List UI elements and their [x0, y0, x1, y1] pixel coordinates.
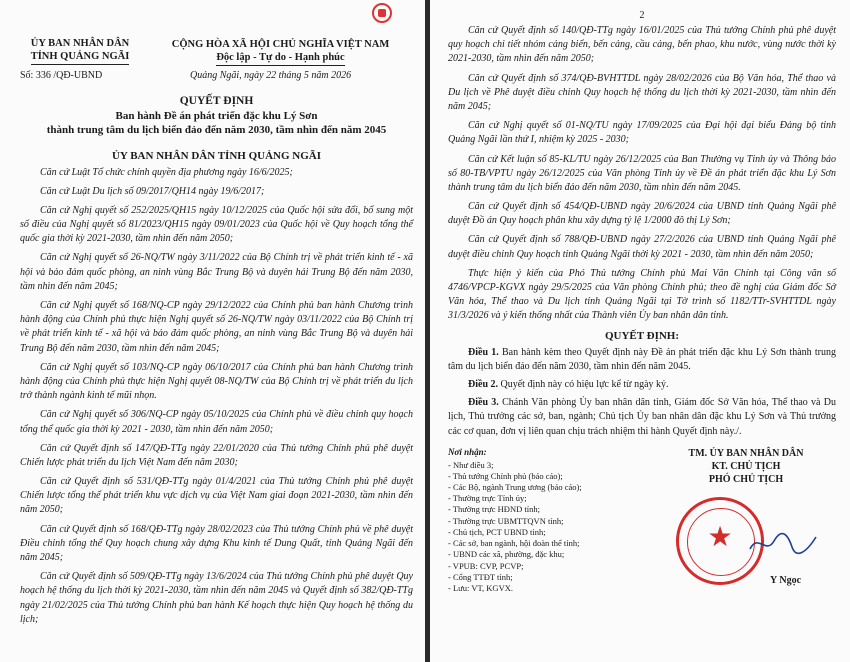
title-line-1: Ban hành Đề án phát triển đặc khu Lý Sơn [115, 109, 318, 122]
legal-basis-paragraph: Căn cứ Nghị quyết số 168/NQ-CP ngày 29/12/2022 của Chính phủ ban hành Chương trình hành động của Chính phủ thực hiện Nghị quyết số 26-NQ/TW ngày 03/11/2022 của Bộ Chính trị về phát triển kinh tế - xã hội và bảo đảm quốc phòng, an ninh vùng Bắc Trung Bộ và duyên hải Trung Bộ đến năm 2030, tầm nhìn đến năm 2045; [20, 300, 413, 354]
article-label: Điều 2. [468, 378, 498, 390]
agency-name: ỦY BAN NHÂN DÂN [30, 38, 130, 49]
articles-list [448, 346, 836, 439]
article-text: Quyết định này có hiệu lực kể từ ngày ký. [498, 378, 669, 390]
legal-basis-paragraph: Căn cứ Nghị quyết số 252/2025/QH15 ngày 10/12/2025 của Quốc hội sửa đổi, bổ sung một số điều của Nghị quyết số 81/2023/QH15 ngày 09/01/2023 của Quốc hội về Quy hoạch tổng thể quốc gia thời kỳ 2021-2030, tầm nhìn đến năm 2050; [20, 204, 413, 245]
title-line-2: thành trung tâm du lịch biển đảo đến năm 2030, tầm nhìn đến năm 2045 [46, 124, 387, 137]
sign-deputy-for: KT. CHỦ TỊCH [711, 460, 781, 472]
legal-basis-paragraph: Căn cứ Nghị quyết số 26-NQ/TW ngày 3/11/2022 của Bộ Chính trị về phát triển kinh tế - xã hội và bảo đảm quốc phòng, an ninh vùng Bắc Trung Bộ và duyên hải Trung Bộ đến năm 2030, tầm nhìn đến năm 2045; [20, 252, 413, 292]
recipient-item: - Thủ tướng Chính phủ (báo cáo); [448, 470, 563, 481]
issuing-agency [20, 38, 140, 65]
signature-block [656, 447, 836, 486]
stamp-star-icon: ★ [707, 521, 733, 553]
recipients-block [448, 447, 633, 595]
authority-heading: ỦY BAN NHÂN DÂN TỈNH QUẢNG NGÃI [111, 149, 321, 162]
article-text: Ban hành kèm theo Quyết định này Đề án phát triển đặc khu Lý Sơn thành trung tâm du lịch biển đảo đến năm 2030, tầm nhìn đến năm 2045. [448, 346, 837, 372]
seal-emblem-icon [372, 3, 392, 23]
recipient-item: - Lưu: VT, KGVX. [448, 582, 513, 593]
legal-basis-paragraph: Căn cứ Kết luận số 85-KL/TU ngày 26/12/2025 của Ban Thường vụ Tỉnh ủy và Thông báo số 80-TB/VPTU ngày 26/12/2025 của Văn phòng Tỉnh ủy về Đề án phát triển đặc khu Lý Sơn thành trung tâm du lịch biển đảo đến năm 2030, tầm nhìn đến năm 2045. [448, 153, 836, 193]
recipient-item: - Thường trực Tỉnh ủy; [448, 493, 527, 504]
legal-basis-paragraph: Căn cứ Nghị quyết số 306/NQ-CP ngày 05/10/2025 của Chính phủ về điều chỉnh quy hoạch tổng thể quốc gia thời kỳ 2021 - 2030, tầm nhìn đến năm 2050; [20, 409, 413, 435]
document-number: Số: 336 /QĐ-UBND [20, 70, 103, 81]
article-label: Điều 1. [468, 346, 499, 358]
signer-position: PHÓ CHỦ TỊCH [708, 473, 784, 485]
legal-basis-paragraph: Căn cứ Quyết định số 168/QĐ-TTg ngày 28/02/2023 của Thủ tướng Chính phủ về phê duyệt Điều chỉnh tổng thể Quy hoạch chung xây dựng Khu kinh tế Dung Quất, tỉnh Quảng Ngãi đến năm 2045; [20, 523, 413, 564]
legal-basis-paragraph: Căn cứ Quyết định số 788/QĐ-UBND ngày 27/2/2026 của UBND tỉnh Quảng Ngãi phê duyệt điều chỉnh Quy hoạch tỉnh Quảng Ngãi thời kỳ 2021 - 2030, tầm nhìn đến năm 2050; [448, 234, 836, 260]
page-number: 2 [639, 10, 645, 21]
recipient-item: - Thường trực HĐND tỉnh; [448, 504, 540, 515]
legal-basis-paragraph: Căn cứ Luật Tổ chức chính quyền địa phương ngày 16/6/2025; [40, 166, 293, 178]
place-date: Quảng Ngãi, ngày 22 tháng 5 năm 2026 [190, 70, 352, 81]
national-motto: Độc lập - Tự do - Hạnh phúc [216, 51, 344, 66]
legal-basis-paragraph: Căn cứ Quyết định số 374/QĐ-BVHTTDL ngày 28/02/2026 của Bộ Văn hóa, Thể thao và Du lịch về Phê duyệt điều chỉnh Quy hoạch hệ thống du lịch thời kỳ 2021-2030, tầm nhìn đến năm 2045; [448, 72, 836, 112]
legal-basis-paragraph: Căn cứ Luật Du lịch số 09/2017/QH14 ngày 19/6/2017; [40, 185, 265, 197]
legal-basis-list-continued [448, 24, 836, 324]
legal-basis-paragraph: Căn cứ Quyết định số 140/QĐ-TTg ngày 16/01/2025 của Thủ tướng Chính phủ phê duyệt quy hoạch chi tiết nhóm cảng biển, bến cảng, cầu cảng, bến phao, khu nước, vùng nước thời kỳ 2021-2030, tầm nhìn đến năm 2050; [448, 25, 836, 65]
article-label: Điều 3. [468, 397, 499, 409]
legal-basis-list [20, 166, 413, 627]
national-title [148, 38, 413, 66]
legal-basis-paragraph: Căn cứ Quyết định số 454/QĐ-UBND ngày 20/6/2024 của UBND tỉnh Quảng Ngãi phê duyệt Đồ án Quy hoạch phân khu xây dựng tỷ lệ 1/2000 đô thị Lý Sơn; [448, 201, 836, 227]
signer-name: Y Ngọc [770, 574, 802, 586]
article-3 [448, 396, 836, 439]
nation-name: CỘNG HÒA XÃ HỘI CHỦ NGHĨA VIỆT NAM [171, 39, 390, 50]
recipient-item: - VPUB: CVP, PCVP; [448, 560, 524, 571]
recipient-item: - Chủ tịch, PCT UBND tỉnh; [448, 526, 546, 537]
decision-title [20, 94, 413, 138]
recipient-item: - Thường trực UBMTTQVN tỉnh; [448, 515, 564, 526]
recipient-item: - Như điều 3; [448, 459, 494, 470]
legal-basis-paragraph: Căn cứ Quyết định số 509/QĐ-TTg ngày 13/6/2024 của Thủ tướng Chính phủ phê duyệt Quy hoạch hệ thống du lịch thời kỳ 2021-2030, tầm nhìn đến năm 2045 và Quyết định số 382/QĐ-TTg ngày 21/02/2025 của Thủ tướng Chính phủ ban hành Kế hoạch thực hiện Quy hoạch hệ thống du lịch; [20, 571, 413, 625]
article-text: Chánh Văn phòng Ủy ban nhân dân tỉnh, Giám đốc Sở Văn hóa, Thể thao và Du lịch, Thủ trưởng các sở, ban, ngành; Chủ tịch Ủy ban nhân dân đặc khu Lý Sơn và Thủ trưởng các cơ quan, đơn vị liên quan chịu trách nhiệm thi hành Quyết định này./. [448, 397, 836, 437]
agency-province: TỈNH QUẢNG NGÃI [31, 51, 130, 66]
document-page-2 [430, 0, 850, 662]
recipient-item: - UBND các xã, phường, đặc khu; [448, 549, 565, 560]
decision-heading: QUYẾT ĐỊNH: [604, 329, 680, 342]
article-1 [448, 346, 836, 374]
legal-basis-paragraph: Căn cứ Quyết định số 531/QĐ-TTg ngày 01/4/2021 của Thủ tướng Chính phủ phê duyệt Chiến lược tổng thể phát triển khu vực dịch vụ của Việt Nam giai đoạn 2021-2030, tầm nhìn đến năm 2050; [20, 476, 413, 516]
legal-basis-paragraph: Căn cứ Nghị quyết số 103/NQ-CP ngày 06/10/2017 của Chính phủ ban hành Chương trình hành động của Chính phủ thực hiện Nghị quyết 08-NQ/TW của Bộ Chính trị về phát triển du lịch trở thành ngành kinh tế mũi nhọn. [20, 361, 413, 402]
recipient-item: - Các sở, ban ngành, hội đoàn thể tỉnh; [448, 538, 580, 549]
document-footer [448, 447, 836, 647]
legal-basis-paragraph: Thực hiện ý kiến của Phó Thủ tướng Chính phủ Mai Văn Chính tại Công văn số 4746/VPCP-KGVX ngày 29/5/2025 của Văn phòng Chính phủ; theo đề nghị của Giám đốc Sở Văn hóa, Thể thao và Du lịch tỉnh Quảng Ngãi tại Tờ trình số 1182/TTr-SVHTTDL ngày 31/3/2026 và ý kiến thống nhất của Thành viên Ủy ban nhân dân tỉnh. [448, 267, 836, 322]
document-header [20, 0, 413, 92]
recipients-title: Nơi nhận: [448, 446, 487, 457]
recipient-item: - Các Bộ, ngành Trung ương (báo cáo); [448, 482, 582, 492]
sign-on-behalf: TM. ỦY BAN NHÂN DÂN [688, 447, 804, 459]
article-2 [448, 378, 836, 392]
title-kind: QUYẾT ĐỊNH [179, 95, 254, 107]
handwritten-signature-icon [748, 531, 818, 557]
recipient-item: - Cổng TTĐT tỉnh; [448, 571, 513, 582]
legal-basis-paragraph: Căn cứ Nghị quyết số 01-NQ/TU ngày 17/09/2025 của Đại hội đại biểu Đảng bộ tỉnh Quảng Ngãi lần thứ I, nhiệm kỳ 2025 - 2030; [448, 120, 836, 146]
legal-basis-paragraph: Căn cứ Quyết định số 147/QĐ-TTg ngày 22/01/2020 của Thủ tướng Chính phủ phê duyệt Chiến lược phát triển du lịch Việt Nam đến năm 2030; [20, 442, 413, 468]
